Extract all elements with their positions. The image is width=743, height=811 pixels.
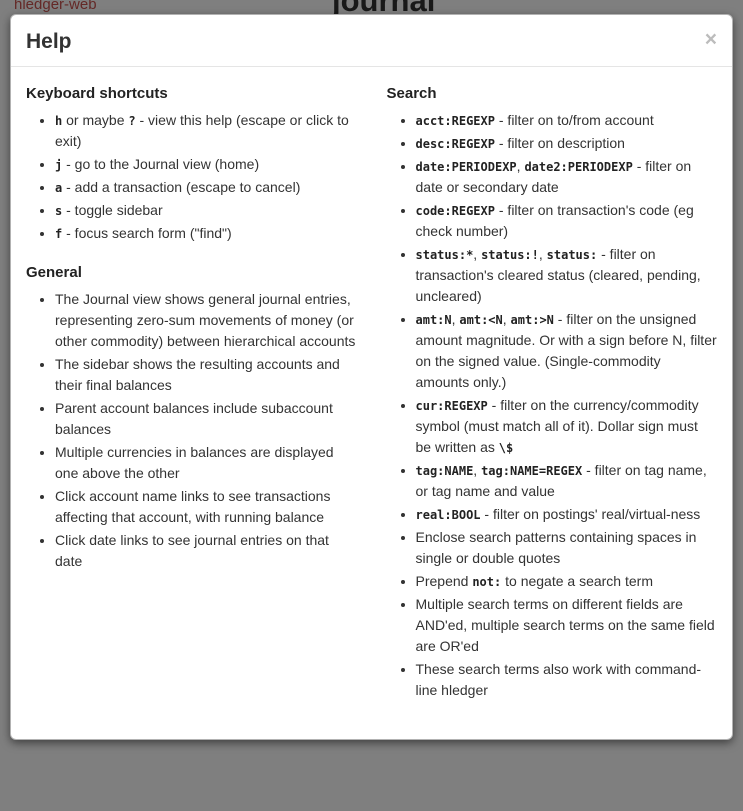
code-term: acct:REGEXP — [415, 114, 495, 129]
help-list — [26, 110, 357, 244]
list-item-text: Click account name links to see transactions affecting that account, with running balance — [55, 488, 331, 526]
code-term: tag:NAME — [415, 464, 474, 479]
list-item — [55, 530, 357, 572]
code-term: date2:PERIODEXP — [524, 160, 633, 175]
list-item-text: , — [502, 311, 511, 328]
modal-close-button[interactable]: × — [704, 28, 717, 51]
list-item — [416, 244, 718, 307]
code-term: j — [55, 158, 63, 173]
modal-body — [11, 67, 732, 739]
list-item-text: or maybe — [62, 112, 129, 129]
code-term: date:PERIODEXP — [415, 160, 517, 175]
list-item-text: - filter on tag name, or tag name and value — [415, 462, 707, 500]
list-item — [416, 527, 718, 569]
list-item — [416, 133, 718, 154]
list-item — [55, 289, 357, 352]
list-item — [416, 110, 718, 131]
modal-header — [11, 15, 732, 67]
code-term: cur:REGEXP — [415, 399, 488, 414]
code-term: f — [55, 227, 63, 242]
code-term: real:BOOL — [415, 508, 481, 523]
list-item — [416, 504, 718, 525]
list-item — [55, 177, 357, 198]
modal-title: Help — [26, 30, 72, 53]
list-item-text: The sidebar shows the resulting accounts and their final balances — [55, 356, 340, 394]
list-item-text: , — [516, 158, 525, 175]
code-term: tag:NAME=REGEX — [481, 464, 583, 479]
list-item-text: Click date links to see journal entries on that date — [55, 532, 329, 570]
section-heading: General — [26, 264, 82, 282]
list-item-text: Prepend — [415, 573, 473, 590]
help-column-left — [11, 85, 372, 715]
list-item-text: Multiple search terms on different fields are AND'ed, multiple search terms on the same field are OR'ed — [415, 596, 715, 655]
list-item — [55, 110, 357, 152]
list-item-text: , — [473, 246, 482, 263]
list-item-text: - filter on transaction's code (eg check number) — [415, 202, 694, 240]
list-item-text: - filter on the currency/commodity symbol (must match all of it). Dollar sign must be written as — [415, 397, 699, 456]
list-item — [55, 442, 357, 484]
help-column-right — [372, 85, 733, 715]
list-item — [55, 486, 357, 528]
code-term: status:* — [415, 248, 474, 263]
list-item-text: , — [473, 462, 482, 479]
list-item-text: - focus search form ("find") — [62, 225, 232, 242]
list-item-text: - toggle sidebar — [62, 202, 163, 219]
list-item-text: - go to the Journal view (home) — [62, 156, 260, 173]
code-term: not: — [472, 575, 502, 590]
list-item-text: These search terms also work with command-line hledger — [415, 661, 702, 699]
list-item — [416, 571, 718, 592]
list-item — [416, 200, 718, 242]
list-item — [55, 200, 357, 221]
code-term: h — [55, 114, 63, 129]
code-term: code:REGEXP — [415, 204, 495, 219]
list-item — [55, 354, 357, 396]
list-item-text: Parent account balances include subaccount balances — [55, 400, 333, 438]
list-item — [416, 395, 718, 458]
help-modal — [10, 14, 733, 740]
section-heading: Keyboard shortcuts — [26, 85, 168, 103]
help-list — [26, 289, 357, 572]
section-heading: Search — [386, 85, 437, 103]
list-item — [416, 659, 718, 701]
list-item-text: - filter on the unsigned amount magnitude. Or with a sign before N, filter on the signed value. (Single-commodity amounts only.) — [415, 311, 717, 391]
list-item-text: The Journal view shows general journal entries, representing zero-sum movements of money (or other commodity) between hierarchical accounts — [55, 291, 356, 350]
code-term: status: — [546, 248, 598, 263]
code-term: amt:>N — [510, 313, 554, 328]
code-term: amt:N — [415, 313, 452, 328]
code-term: ? — [128, 114, 136, 129]
code-term: \$ — [498, 441, 514, 456]
code-term: amt:<N — [459, 313, 503, 328]
list-item-text: - filter on transaction's cleared status (cleared, pending, uncleared) — [415, 246, 701, 305]
list-item-text: - filter on description — [494, 135, 625, 152]
code-term: status:! — [481, 248, 539, 263]
list-item-text: - add a transaction (escape to cancel) — [62, 179, 301, 196]
list-item — [55, 398, 357, 440]
list-item — [55, 154, 357, 175]
help-list — [387, 110, 718, 701]
list-item-text: Enclose search patterns containing spaces in single or double quotes — [415, 529, 697, 567]
list-item — [416, 460, 718, 502]
list-item — [55, 223, 357, 244]
list-item-text: , — [451, 311, 460, 328]
list-item — [416, 309, 718, 393]
list-item-text: to negate a search term — [501, 573, 653, 590]
list-item-text: - filter on postings' real/virtual-ness — [480, 506, 701, 523]
list-item-text: , — [538, 246, 547, 263]
code-term: a — [55, 181, 63, 196]
code-term: s — [55, 204, 63, 219]
list-item — [416, 594, 718, 657]
list-item-text: - filter on to/from account — [494, 112, 654, 129]
list-item-text: - filter on date or secondary date — [415, 158, 692, 196]
list-item-text: Multiple currencies in balances are displayed one above the other — [55, 444, 334, 482]
list-item-text: - view this help (escape or click to exit) — [55, 112, 349, 150]
code-term: desc:REGEXP — [415, 137, 495, 152]
list-item — [416, 156, 718, 198]
